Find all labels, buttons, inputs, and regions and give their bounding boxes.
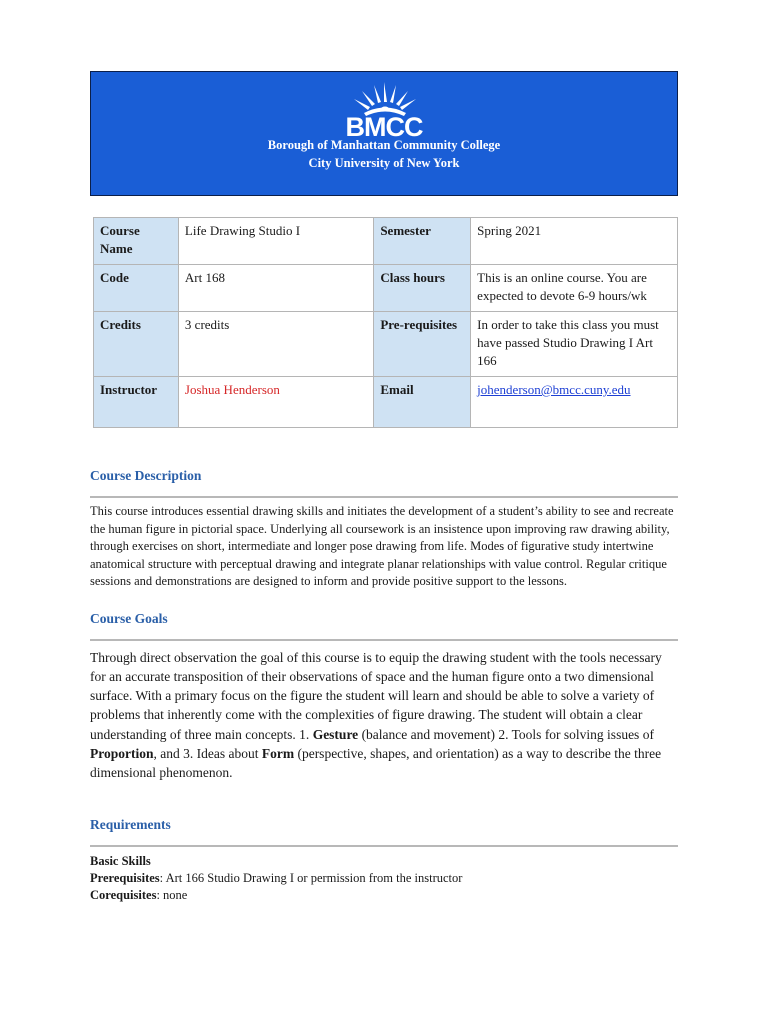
- course-name-label: Course Name: [94, 218, 179, 265]
- prerequisites-value: In order to take this class you must have passed Studio Drawing I Art 166: [471, 312, 678, 377]
- concept-gesture: Gesture: [312, 726, 359, 742]
- concept-form: Form: [261, 745, 295, 761]
- course-goals-text: Through direct observation the goal of this course is to equip the drawing student with the tools necessary for an accurate transposition of their observations of space and the human figure onto a two dimensional surface. With a primary focus on the figure the student will learn and should be able to solve a variety of problems that inherently come with the complexities of figure drawing. The student will obtain a clear understanding of three main concepts. 1. Gesture (balance and movement) 2. Tools for solving issues of Proportion, and 3. Ideas about Form (perspective, shapes, and orientation) as a way to describe the three dimensional phenomenon.: [90, 649, 662, 781]
- email-link[interactable]: johenderson@bmcc.cuny.edu: [477, 382, 631, 397]
- logo-wordmark: BMCC: [345, 112, 423, 138]
- semester-label: Semester: [374, 218, 471, 265]
- email-label: Email: [374, 377, 471, 428]
- table-row: [94, 218, 678, 265]
- course-info-table: [93, 217, 678, 428]
- syllabus-page: [90, 71, 678, 904]
- semester-value: Spring 2021: [471, 218, 678, 265]
- course-name-value: Life Drawing Studio I: [178, 218, 373, 265]
- email-cell: [471, 377, 678, 428]
- header-banner: [90, 71, 678, 196]
- course-description-text: This course introduces essential drawing skills and initiates the development of a student’s ability to see and recreate the human figure in pictorial space. Underlying all coursework is an insistence upon improving raw drawing ability, through exercises on short, intermediate and longer pose drawing from life. Modes of figurative study intertwine anatomical structure with perceptual drawing and integrate planar relationships with value control. Regular critique sessions and demonstrations are designed to inform and provide positive support to the lessons.: [90, 504, 674, 588]
- college-name: Borough of Manhattan Community College: [267, 138, 501, 152]
- requirements-heading: Requirements: [90, 816, 171, 832]
- credits-value: 3 credits: [178, 312, 373, 377]
- requirements-list: [90, 853, 678, 904]
- bmcc-logo: [91, 80, 677, 138]
- table-row: [94, 377, 678, 428]
- basic-skills-label: Basic Skills: [90, 853, 151, 868]
- corequisites-line: Corequisites: none: [90, 887, 188, 902]
- table-row: [94, 312, 678, 377]
- concept-proportion: Proportion: [90, 745, 154, 761]
- table-row: [94, 265, 678, 312]
- class-hours-label: Class hours: [374, 265, 471, 312]
- instructor-label: Instructor: [94, 377, 179, 428]
- code-label: Code: [94, 265, 179, 312]
- course-goals-heading: Course Goals: [90, 610, 168, 626]
- university-name: City University of New York: [308, 156, 460, 170]
- prerequisites-line: Prerequisites: Art 166 Studio Drawing I or permission from the instructor: [90, 870, 463, 885]
- code-value: Art 168: [178, 265, 373, 312]
- instructor-value: Joshua Henderson: [178, 377, 373, 428]
- class-hours-value: This is an online course. You are expected to devote 6-9 hours/wk: [471, 265, 678, 312]
- credits-label: Credits: [94, 312, 179, 377]
- prerequisites-label: Pre-requisites: [374, 312, 471, 377]
- course-description-heading: Course Description: [90, 468, 202, 483]
